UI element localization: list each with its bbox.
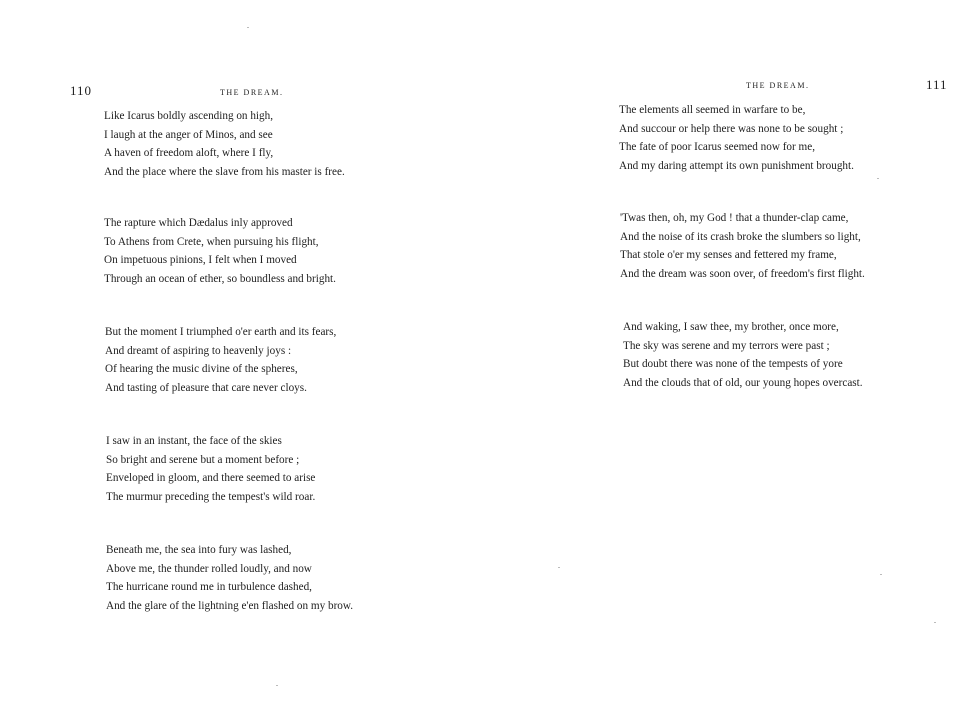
stanza-3 [105, 323, 336, 397]
poem-line: And my daring attempt its own punishment brought. [619, 159, 854, 172]
stanza-1 [619, 101, 854, 175]
page-number: 110 [70, 83, 93, 98]
poem-line: And succour or help there was none to be sought ; [619, 122, 844, 135]
poem-line: Of hearing the music divine of the spheres, [105, 363, 298, 376]
right-page [490, 0, 980, 720]
stanza-2 [620, 209, 865, 283]
poem-line: And tasting of pleasure that care never cloys. [105, 381, 307, 394]
running-head: THE DREAM. [220, 88, 284, 97]
poem-line: And dreamt of aspiring to heavenly joys : [105, 344, 292, 357]
poem-line: So bright and serene but a moment before ; [106, 453, 300, 466]
scan-speck [880, 574, 882, 575]
poem-line: That stole o'er my senses and fettered my frame, [620, 249, 837, 262]
scan-speck [877, 178, 879, 179]
scan-speck [276, 685, 278, 686]
stanza-4 [106, 432, 315, 506]
scan-speck [934, 622, 936, 623]
stanza-1 [104, 107, 345, 181]
scan-speck [558, 567, 560, 568]
stanza-3 [623, 318, 863, 392]
poem-line: The hurricane round me in turbulence dashed, [106, 581, 312, 594]
poem-line: And the clouds that of old, our young hopes overcast. [623, 376, 863, 389]
poem-line: But the moment I triumphed o'er earth and its fears, [105, 326, 337, 338]
poem-line: I laugh at the anger of Minos, and see [104, 128, 273, 141]
poem-line: The sky was serene and my terrors were past ; [623, 339, 830, 352]
poem-line: The rapture which Dædalus inly approved [104, 217, 293, 229]
scan-speck [247, 27, 249, 28]
poem-line: And the place where the slave from his master is free. [104, 165, 345, 178]
poem-line: The murmur preceding the tempest's wild roar. [106, 490, 316, 503]
poem-line: Through an ocean of ether, so boundless and bright. [104, 272, 336, 285]
poem-line: Like Icarus boldly ascending on high, [104, 110, 274, 122]
poem-line: And waking, I saw thee, my brother, once more, [623, 321, 839, 333]
poem-line: But doubt there was none of the tempests of yore [623, 358, 843, 371]
poem-line: I saw in an instant, the face of the skies [106, 435, 282, 447]
poem-line: To Athens from Crete, when pursuing his flight, [104, 235, 319, 248]
stanza-5 [106, 541, 353, 615]
poem-line: And the glare of the lightning e'en flashed on my brow. [106, 599, 354, 612]
poem-line: On impetuous pinions, I felt when I moved [104, 254, 297, 267]
stanza-2 [104, 214, 336, 288]
poem-line: Enveloped in gloom, and there seemed to arise [106, 472, 316, 485]
poem-line: 'Twas then, oh, my God ! that a thunder-clap came, [620, 212, 849, 224]
poem-line: And the dream was soon over, of freedom's first flight. [620, 267, 865, 280]
poem-line: Beneath me, the sea into fury was lashed, [106, 544, 292, 556]
running-head: THE DREAM. [746, 81, 810, 90]
poem-line: Above me, the thunder rolled loudly, and now [106, 562, 312, 575]
poem-line: The elements all seemed in warfare to be, [619, 104, 806, 116]
page-number: 111 [926, 77, 948, 92]
poem-line: The fate of poor Icarus seemed now for me, [619, 141, 816, 154]
poem-line: And the noise of its crash broke the slumbers so light, [620, 230, 861, 243]
poem-line: A haven of freedom aloft, where I fly, [104, 147, 274, 160]
